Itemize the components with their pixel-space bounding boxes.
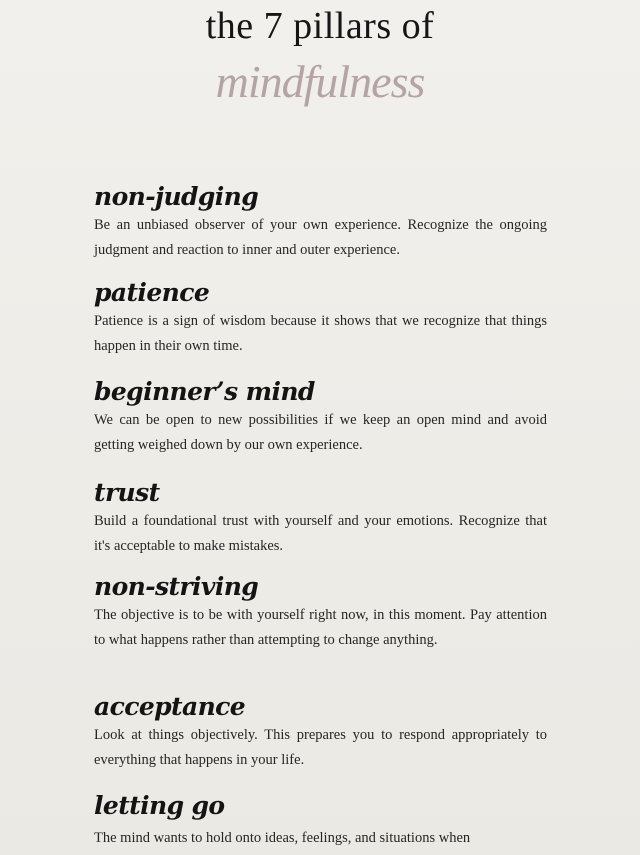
pillar-description: Build a foundational trust with yourself and your emotions. Recognize that it's acceptable to make mistakes.: [94, 513, 547, 554]
pillar-title: non-striving: [94, 572, 259, 601]
pillar-description: Look at things objectively. This prepares you to respond appropriately to everything that happens in your life.: [94, 727, 547, 768]
page-title: the 7 pillars of: [205, 5, 435, 47]
pillar-beginners-mind: [94, 376, 554, 457]
page-subtitle: mindfulness: [215, 56, 425, 107]
pillar-description: Patience is a sign of wisdom because it shows that we recognize that things happen in their own time.: [94, 313, 547, 354]
pillar-letting-go: [94, 790, 554, 851]
pillar-title: acceptance: [94, 692, 246, 721]
pillar-non-striving: [94, 571, 554, 652]
pillar-description: Be an unbiased observer of your own experience. Recognize the ongoing judgment and reaction to inner and outer experience.: [94, 217, 547, 258]
pillar-trust: [94, 477, 554, 558]
pillar-title: beginner’s mind: [94, 377, 315, 406]
pillar-title: patience: [94, 278, 210, 307]
pillar-acceptance: [94, 691, 554, 772]
pillar-title: letting go: [94, 791, 225, 820]
pillar-non-judging: [94, 181, 554, 262]
pillar-description: The objective is to be with yourself right now, in this moment. Pay attention to what happens rather than attempting to change anything.: [94, 607, 547, 648]
pillar-title: trust: [94, 478, 160, 507]
pillar-description: The mind wants to hold onto ideas, feelings, and situations when: [94, 830, 471, 846]
pillar-description: We can be open to new possibilities if we keep an open mind and avoid getting weighed down by our own experience.: [94, 412, 547, 453]
pillar-title: non-judging: [94, 182, 259, 211]
pillar-patience: [94, 277, 554, 358]
